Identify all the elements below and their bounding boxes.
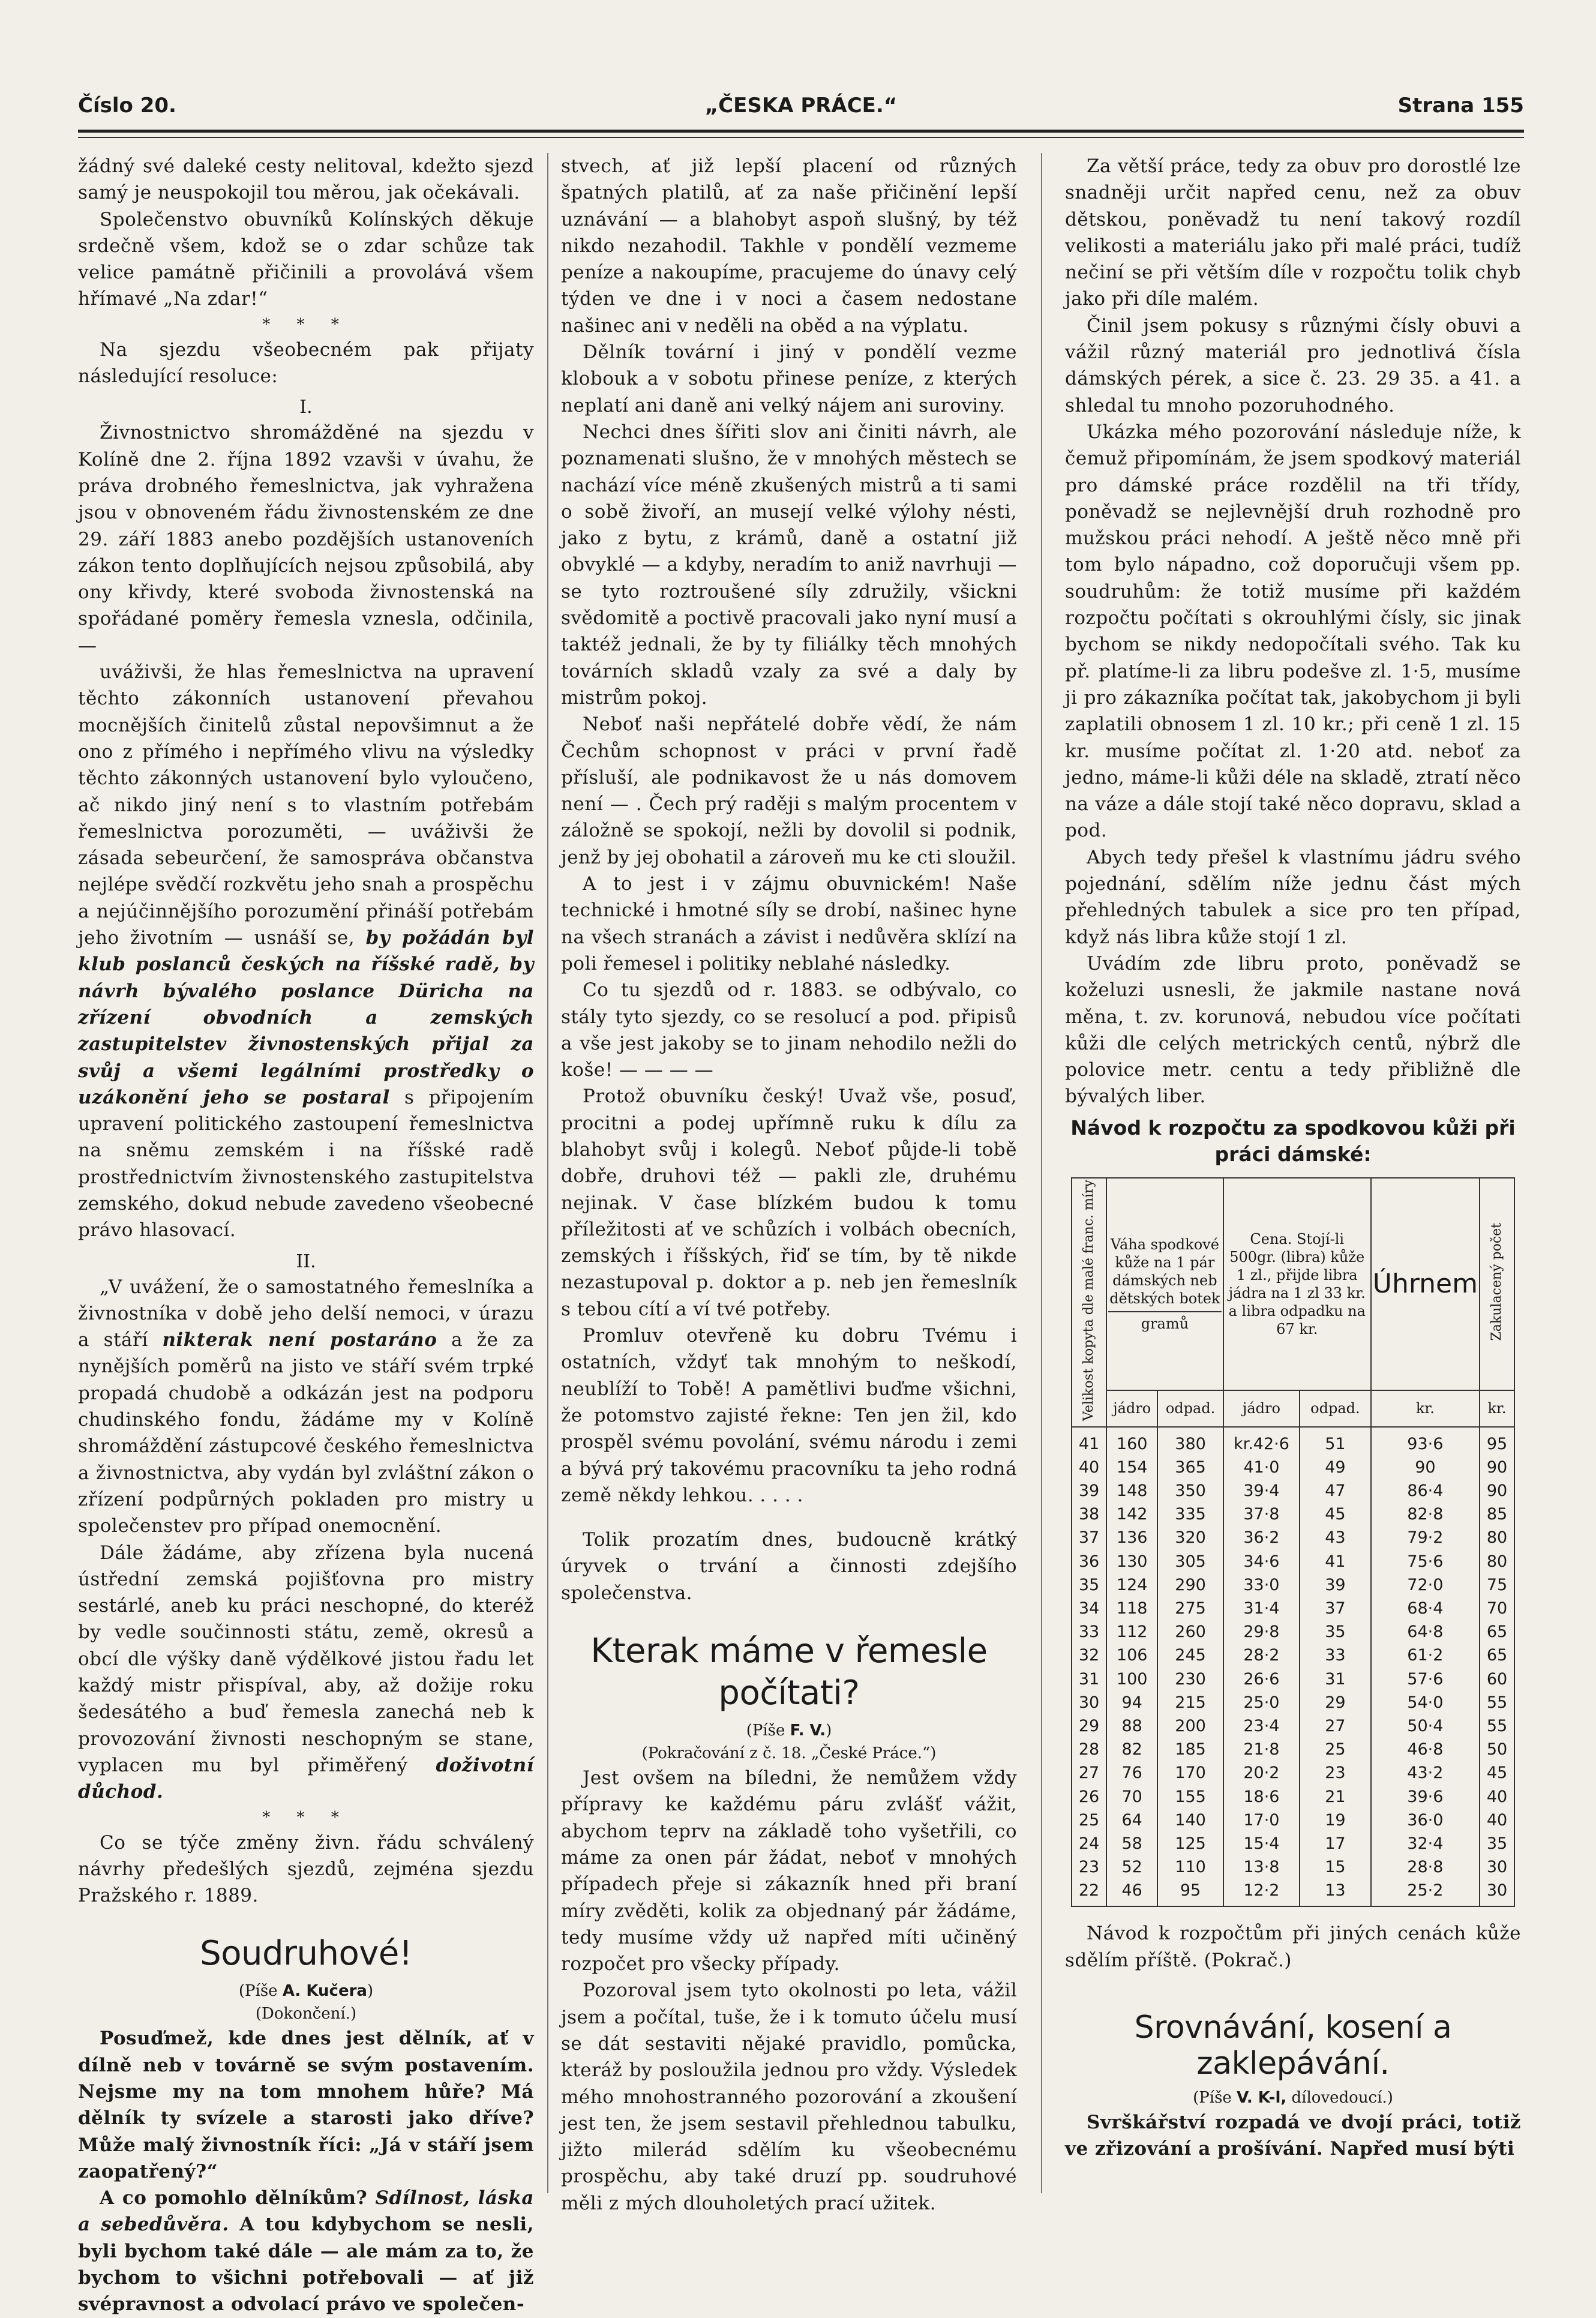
table-cell: 50 — [1480, 1738, 1514, 1761]
table-cell: 60 — [1480, 1668, 1514, 1691]
table-cell: 21 — [1300, 1785, 1371, 1808]
table-cell: 215 — [1157, 1691, 1223, 1714]
emphasis: Sdílnost, láska a sebedůvěra. — [78, 2187, 534, 2236]
table-cell: 45 — [1480, 1761, 1514, 1785]
table-cell: 320 — [1157, 1526, 1223, 1549]
table-cell: 36·0 — [1371, 1809, 1480, 1832]
table-cell: 27 — [1300, 1714, 1371, 1738]
issue-number: Číslo 20. — [78, 94, 176, 118]
table-cell: 22 — [1072, 1879, 1106, 1906]
table-row — [1072, 1691, 1514, 1714]
paragraph: A to jest i v zájmu obuvnickém! Naše technické i hmotné síly se drobí, našinec hyne na všech stranách a závist i nedůvěra sklízí na poli řemesel i politiky neblahé následky. — [561, 873, 1017, 974]
table-cell: 26·6 — [1223, 1668, 1300, 1691]
paragraph: Uvádím zde libru proto, poněvadž se koželuzi usnesli, že jakmile nastane nová měna, t. zv. korunová, nebudou více počítati kůži dle celých metrických centů, nýbrž dle polovice metr. centu a tedy přibližně dle bývalých liber. — [1065, 952, 1521, 1108]
table-cell: 335 — [1157, 1503, 1223, 1526]
table-cell: 245 — [1157, 1644, 1223, 1667]
table-cell: 82·8 — [1371, 1503, 1480, 1526]
table-cell: kr.42·6 — [1223, 1427, 1300, 1456]
rounded-unit-header: kr. — [1480, 1390, 1514, 1427]
table-cell: 29 — [1072, 1714, 1106, 1738]
table-body — [1072, 1427, 1514, 1907]
table-cell: 76 — [1106, 1761, 1157, 1785]
article-title: Kterak máme v řemesle počítati? — [590, 1632, 988, 1713]
core-price-header: jádro — [1223, 1390, 1300, 1427]
paragraph: Jest ovšem na bíledni, že nemůžem vždy přípravy ke každému páru zvlášť vážit, abychom teprv na základě toho vyšetřili, co máme za onen pár žádat, neboť v mnohých případech přeje si zákazník hned při braní míry zvěděti, kolik za objednaný pár žádáme, tedy musíme vždy už napřed míti učiněný rozpočet pro všecky případy. — [561, 1767, 1017, 1975]
table-cell: 40 — [1480, 1785, 1514, 1808]
table-cell: 148 — [1106, 1479, 1157, 1503]
table-cell: 25·0 — [1223, 1691, 1300, 1714]
size-header: Velikost kopyta dle malé franc. míry — [1072, 1178, 1106, 1427]
section-separator: * * * — [262, 315, 350, 334]
table-row — [1072, 1668, 1514, 1691]
table-cell: 37·8 — [1223, 1503, 1300, 1526]
table-cell: 64 — [1106, 1809, 1157, 1832]
table-row — [1072, 1526, 1514, 1549]
table-cell: 155 — [1157, 1785, 1223, 1808]
table-cell: 40 — [1480, 1809, 1514, 1832]
table-cell: 55 — [1480, 1714, 1514, 1738]
total-unit-header: kr. — [1371, 1390, 1480, 1427]
byline: (Píše V. K-l, dílovedoucí.) — [1193, 2088, 1393, 2107]
table-cell: 124 — [1106, 1573, 1157, 1597]
paragraph: Co se týče změny živn. řádu schválený návrhy předešlých sjezdů, zejména sjezdu Pražského r. 1889. — [78, 1831, 534, 1907]
table-cell: 39·4 — [1223, 1479, 1300, 1503]
table-cell: 94 — [1106, 1691, 1157, 1714]
table-cell: 65 — [1480, 1644, 1514, 1667]
table-cell: 31 — [1072, 1668, 1106, 1691]
paragraph: A co pomohlo dělníkům? Sdílnost, láska a sebedůvěra. A tou kdybychom se nesli, byli bychom také dále — ale mám za to, že bychom to všichni potřebovali — ať již svépravnost a odvolací právo ve společen- — [78, 2187, 534, 2316]
paragraph: Co tu sjezdů od r. 1883. se odbývalo, co stály tyto sjezdy, co se resolucí a pod. připisů a vše jest jakoby se to jinam nehodilo nežli do koše! — — — — — [561, 979, 1017, 1081]
paragraph: Dále žádáme, aby zřízena byla nucená ústřední zemská pojišťovna pro mistry sestárlé, aneb ku práci neschopné, do kteréž by vedle součinnosti státu, země, okresů a obcí dle výšky daně výdělkové jistou řadu let každý mistr přispíval, aby, až dožije roku šedesátého a buď řemesla zanechá neb k provozování živnosti neschopným se stane, vyplacen mu byl přiměřený doživotní důchod. — [78, 1542, 534, 1803]
table-row — [1072, 1479, 1514, 1503]
table-row — [1072, 1644, 1514, 1667]
table-row — [1072, 1456, 1514, 1479]
table-cell: 27 — [1072, 1761, 1106, 1785]
table-cell: 13 — [1300, 1879, 1371, 1906]
byline: (Píše A. Kučera) — [238, 1982, 374, 2001]
table-row — [1072, 1738, 1514, 1761]
table-cell: 32·4 — [1371, 1832, 1480, 1855]
table-cell: 46 — [1106, 1879, 1157, 1906]
table-cell: 160 — [1106, 1427, 1157, 1456]
table-cell: 30 — [1072, 1691, 1106, 1714]
table-cell: 49 — [1300, 1456, 1371, 1479]
table-cell: 45 — [1300, 1503, 1371, 1526]
leather-cost-table — [1071, 1177, 1515, 1908]
table-cell: 23 — [1072, 1855, 1106, 1879]
table-cell: 100 — [1106, 1668, 1157, 1691]
table-row — [1072, 1573, 1514, 1597]
table-cell: 112 — [1106, 1620, 1157, 1644]
table-cell: 15 — [1300, 1855, 1371, 1879]
paragraph: žádný své daleké cesty nelitoval, kdežto sjezd samý je neuspokojil tou měrou, jak očekávali. — [78, 155, 534, 204]
table-cell: 19 — [1300, 1809, 1371, 1832]
table-cell: 30 — [1480, 1879, 1514, 1906]
table-cell: 34·6 — [1223, 1550, 1300, 1573]
table-cell: 38 — [1072, 1503, 1106, 1526]
paragraph: Posuďmež, kde dnes jest dělník, ať v dílně neb v továrně se svým postavením. Nejsme my na tom mnohem hůře? Má dělník ty svízele a starosti jako dříve? Může malý živnostník říci: „Já v stáří jsem zaopatřený?“ — [78, 2028, 534, 2182]
table-cell: 41 — [1072, 1427, 1106, 1456]
table-cell: 39 — [1300, 1573, 1371, 1597]
byline: (Píše F. V.) — [746, 1722, 832, 1740]
table-cell: 23 — [1300, 1761, 1371, 1785]
table-cell: 36·2 — [1223, 1526, 1300, 1549]
paragraph: Neboť naši nepřátelé dobře vědí, že nám Čechům schopnost v práci v první řadě přísluší, ale podnikavost že u nás domovem není — . Čech prý raději s malým procentem v záložně se spokojí, nežli by dovolil si podnik, jenž by jej obohatil a zároveň mu ke cti sloužil. — [561, 713, 1017, 868]
table-cell: 200 — [1157, 1714, 1223, 1738]
table-cell: 15·4 — [1223, 1832, 1300, 1855]
table-cell: 39·6 — [1371, 1785, 1480, 1808]
section-separator: * * * — [262, 1808, 350, 1827]
table-cell: 52 — [1106, 1855, 1157, 1879]
table-cell: 34 — [1072, 1597, 1106, 1620]
table-cell: 13·8 — [1223, 1855, 1300, 1879]
table-cell: 18·6 — [1223, 1785, 1300, 1808]
table-cell: 106 — [1106, 1644, 1157, 1667]
paragraph: Společenstvo obuvníků Kolínských děkuje srdečně všem, kdož se o zdar schůze tak velice památně přičinili a provolává všem hřímavé „Na zdar!“ — [78, 208, 534, 310]
table-row — [1072, 1809, 1514, 1832]
table-cell: 28·8 — [1371, 1855, 1480, 1879]
paragraph: uváživši, že hlas řemeslnictva na upravení těchto zákonních ustanovení převahou mocnějších činitelů zůstal nepovšimnut a že ono z přímého i nepřímého vlivu na výsledky těchto zákonných ustanovení bylo vyloučeno, ač nikdo jiný není s to vlastním potřebám řemeslnictva porozuměti, — uváživši že zásada sebeurčení, že samospráva občanstva nejlépe svědčí rozkvětu jeho snah a prospěchu a nejúčinnějšího porozumění přináší potřebám jeho životním — usnáší se, by požádán byl klub poslanců českých na říšské radě, by návrh bývalého poslance Düricha na zřízení obvodních a zemských zastupitelstev živnostenských přijal za svůj a všemi legálními prostředky o uzákonění jeho se postaral s připojením upravení politického zastoupení řemeslnictva na sněmu zemském i na říšské radě prostřednictvím živnostenského zastupitelstva zemského, dokud nebude zavedeno všeobecné právo hlasovací. — [78, 661, 534, 1242]
table-cell: 28·2 — [1223, 1644, 1300, 1667]
table-title: Návod k rozpočtu za spodkovou kůži při práci dámské: — [1070, 1115, 1516, 1166]
table-cell: 82 — [1106, 1738, 1157, 1761]
table-cell: 33·0 — [1223, 1573, 1300, 1597]
table-cell: 85 — [1480, 1503, 1514, 1526]
table-cell: 50·4 — [1371, 1714, 1480, 1738]
waste-price-header: odpad. — [1300, 1390, 1371, 1427]
table-cell: 54·0 — [1371, 1691, 1480, 1714]
column-divider — [547, 153, 548, 2193]
table-cell: 41 — [1300, 1550, 1371, 1573]
table-cell: 154 — [1106, 1456, 1157, 1479]
total-header: Úhrnem — [1371, 1178, 1480, 1390]
paragraph: „V uvážení, že o samostatného řemeslníka a živnostníka v době jeho delší nemoci, v úrazu a stáří nikterak není postaráno a že za nynějších poměrů na jisto ve stáří svém trpké propadá chudobě a odkázán jest na podporu chudinského fondu, žádáme my v Kolíně shromáždění zástupcové českého řemeslnictva a živnostnictva, aby vydán byl zvláštní zákon o zřízení podpůrných pokladen pro mistry u společenstev pro případ onemocnění. — [78, 1276, 534, 1537]
table-cell: 65 — [1480, 1620, 1514, 1644]
table-cell: 136 — [1106, 1526, 1157, 1549]
table-cell: 41·0 — [1223, 1456, 1300, 1479]
paragraph: Dělník tovární i jiný v pondělí vezme klobouk a v sobotu přinese peníze, z kterých neplatí ani daně ani velký nájem ani suroviny. — [561, 341, 1017, 416]
table-row — [1072, 1761, 1514, 1785]
table-cell: 86·4 — [1371, 1479, 1480, 1503]
table-cell: 142 — [1106, 1503, 1157, 1526]
table-cell: 20·2 — [1223, 1761, 1300, 1785]
table-cell: 35 — [1072, 1573, 1106, 1597]
table-cell: 90 — [1480, 1456, 1514, 1479]
table-cell: 24 — [1072, 1832, 1106, 1855]
paragraph: Pozoroval jsem tyto okolnosti po leta, vážil jsem a počítal, tuše, že i k tomuto účelu musí se dát sestaviti nějaké pravidlo, pomůcka, kteráž by posloužila jednou pro vždy. Výsledek mého mnohostranného pozorování a zkoušení jest ten, že jsem sestavil přehlednou tabulku, jižto milerád sdělím ku všeobecnému prospěchu, aby také druzí pp. soudruhové měli z mých dlouholetých prací užitek. — [561, 1980, 1017, 2214]
table-cell: 90 — [1371, 1456, 1480, 1479]
table-cell: 29 — [1300, 1691, 1371, 1714]
column-1 — [78, 153, 534, 2316]
table-cell: 36 — [1072, 1550, 1106, 1573]
paragraph: Promluv otevřeně ku dobru Tvému i ostatních, vždyť tak mnohým to neškodí, neublíží to Tobě! A pamětlivi buďme všichni, že potomstvo zajisté řekne: Ten jen žil, kdo prospěl svému povolání, svému národu i zemi a bývá prý takovému pracovníku ta jeho rodná země někdy lehkou. . . . . — [561, 1325, 1017, 1506]
page-number: Strana 155 — [1397, 94, 1524, 118]
table-cell: 31 — [1300, 1668, 1371, 1691]
paragraph: Svrškářství rozpadá ve dvojí práci, totiž ve zřizování a prošívání. Napřed musí býti — [1065, 2111, 1521, 2160]
table-cell: 30 — [1480, 1855, 1514, 1879]
table-row — [1072, 1427, 1514, 1456]
table-row — [1072, 1785, 1514, 1808]
table-cell: 35 — [1300, 1620, 1371, 1644]
paragraph: stvech, ať již lepší placení od různých špatných platilů, ať za naše přičinění lepší uznávání — a blahobyt aspoň slušný, by též nikdo nezahodil. Takhle v pondělí vezmeme peníze a nakoupíme, pracujeme do únavy celý týden ve dne i v noci a časem nedostane našinec ani v neděli na oběd a na výplatu. — [561, 155, 1017, 337]
table-cell: 305 — [1157, 1550, 1223, 1573]
table-cell: 68·4 — [1371, 1597, 1480, 1620]
table-row — [1072, 1620, 1514, 1644]
table-cell: 95 — [1480, 1427, 1514, 1456]
table-cell: 40 — [1072, 1456, 1106, 1479]
table-row — [1072, 1503, 1514, 1526]
table-cell: 12·2 — [1223, 1879, 1300, 1906]
weight-header: Váha spodkové kůže na 1 pár dámských neb dětských botek gramů — [1106, 1178, 1223, 1390]
table-cell: 79·2 — [1371, 1526, 1480, 1549]
table-cell: 31·4 — [1223, 1597, 1300, 1620]
table-cell: 70 — [1106, 1785, 1157, 1808]
table-cell: 37 — [1300, 1597, 1371, 1620]
paragraph: Ukázka mého pozorování následuje níže, k čemuž připomínám, že jsem spodkový materiál pro dámské práce rozdělil na tři třídy, poněvadž se nejlevnější druh rozhodně pro mužskou práci nehodí. A ještě něco mně při tom bylo nápadno, což doporučuji všem pp. soudruhům: že totiž musíme při každém rozpočtu počítati s okrouhlými čísly, sic jinak bychom se nikdy nedopočítali svého. Tak ku př. platíme-li za libru podešve zl. 1·5, musíme ji pro zákazníka počítat tak, jakobychom ji byli zaplatili obnosem 1 zl. 10 kr.; při ceně 1 zl. 15 kr. musíme počítat zl. 1·20 atd. neboť za jedno, máme-li kůži déle na skladě, ztratí něco na váze a dále stojí také něco dopravu, sklad a pod. — [1065, 421, 1521, 842]
table-cell: 39 — [1072, 1479, 1106, 1503]
table-cell: 32 — [1072, 1644, 1106, 1667]
table-cell: 90 — [1480, 1479, 1514, 1503]
table-row — [1072, 1832, 1514, 1855]
page-header — [78, 84, 1524, 132]
table-cell: 43·2 — [1371, 1761, 1480, 1785]
column-2 — [561, 153, 1017, 2214]
table-cell: 185 — [1157, 1738, 1223, 1761]
table-cell: 55 — [1480, 1691, 1514, 1714]
continuation-note: (Pokračování z č. 18. „České Práce.“) — [641, 1744, 937, 1763]
table-cell: 21·8 — [1223, 1738, 1300, 1761]
table-cell: 33 — [1300, 1644, 1371, 1667]
table-cell: 25·2 — [1371, 1879, 1480, 1906]
table-cell: 80 — [1480, 1550, 1514, 1573]
table-cell: 64·8 — [1371, 1620, 1480, 1644]
table-cell: 28 — [1072, 1738, 1106, 1761]
resolution-number: I. — [299, 397, 313, 418]
table-row — [1072, 1550, 1514, 1573]
table-cell: 88 — [1106, 1714, 1157, 1738]
paragraph: Na sjezdu všeobecném pak přijaty následující resoluce: — [78, 338, 534, 388]
table-cell: 23·4 — [1223, 1714, 1300, 1738]
emphasis: doživotní důchod. — [78, 1754, 534, 1803]
table-cell: 93·6 — [1371, 1427, 1480, 1456]
table-cell: 61·2 — [1371, 1644, 1480, 1667]
table-cell: 290 — [1157, 1573, 1223, 1597]
rounded-header: Zakulacený počet — [1480, 1178, 1514, 1390]
table-cell: 46·8 — [1371, 1738, 1480, 1761]
paragraph: Činil jsem pokusy s různými čísly obuvi a vážil různý materiál pro jednotlivá čísla dámských pérek, a sice č. 23. 29 35. a 41. a shledal tu mnoho pozoruhodného. — [1065, 314, 1521, 416]
table-cell: 118 — [1106, 1597, 1157, 1620]
table-cell: 29·8 — [1223, 1620, 1300, 1644]
table-cell: 170 — [1157, 1761, 1223, 1785]
core-weight-header: jádro — [1106, 1390, 1157, 1427]
table-cell: 47 — [1300, 1479, 1371, 1503]
table-cell: 37 — [1072, 1526, 1106, 1549]
paragraph: Živnostnictvo shromážděné na sjezdu v Kolíně dne 2. října 1892 vzavši v úvahu, že práva drobného řemeslnictva, jak vyhražena jsou v obnoveném řádu živnostenském ze dne 29. září 1883 anebo pozdějších ustanoveních zákon tento doplňujících nejsou způsobilá, aby ony křivdy, které svoboda živnostenská na spořádané poměry řemesla vznesla, odčinila, — — [78, 422, 534, 656]
table-row — [1072, 1855, 1514, 1879]
table-cell: 230 — [1157, 1668, 1223, 1691]
table-cell: 130 — [1106, 1550, 1157, 1573]
table-row — [1072, 1597, 1514, 1620]
table-cell: 17 — [1300, 1832, 1371, 1855]
table-cell: 80 — [1480, 1526, 1514, 1549]
table-cell: 72·0 — [1371, 1573, 1480, 1597]
emphasis: nikterak není postaráno — [162, 1329, 437, 1351]
table-cell: 17·0 — [1223, 1809, 1300, 1832]
table-cell: 110 — [1157, 1855, 1223, 1879]
emphasis: by požádán byl klub poslanců českých na říšské radě, by návrh bývalého poslance Düricha na zřízení obvodních a zemských zastupitelstev živnostenských přijal za svůj a všemi legálními prostředky o uzákonění jeho se postaral — [78, 927, 534, 1108]
paragraph: Protož obuvníku český! Uvaž vše, posuď, procitni a podej upřímně ruku k dílu za blahobyt svůj i kolegů. Neboť půjde-li tobě dobře, druhovi též — pakli zle, druhému nejinak. V čase blízkém budou k tomu příležitosti ať ve schůzích i volbách obecních, zemských i říšských, řiď se tím, by tě nikde nezastupoval p. doktor a p. neb jen řemeslník s tebou cítí a ví tvé potřeby. — [561, 1085, 1017, 1320]
table-cell: 95 — [1157, 1879, 1223, 1906]
paragraph: Za větší práce, tedy za obuv pro dorostlé lze snadněji určit napřed cenu, než za obuv dětskou, poněvadž tu není takový rozdíl velikosti a materiálu jako při malé práci, tudíž nečiní se při větším díle v rozpočtu tolik chyb jako při díle malém. — [1065, 155, 1521, 310]
table-cell: 140 — [1157, 1809, 1223, 1832]
table-cell: 33 — [1072, 1620, 1106, 1644]
table-cell: 25 — [1072, 1809, 1106, 1832]
paragraph: Návod k rozpočtům při jiných cenách kůže sdělím příště. (Pokrač.) — [1065, 1923, 1521, 1971]
table-cell: 75·6 — [1371, 1550, 1480, 1573]
paragraph: Tolik prozatím dnes, budoucně krátký úryvek o trvání a činnosti zdejšího společenstva. — [561, 1529, 1017, 1604]
table-cell: 75 — [1480, 1573, 1514, 1597]
table-cell: 350 — [1157, 1479, 1223, 1503]
table-row — [1072, 1879, 1514, 1906]
article-title: Srovnávání, kosení a zaklepávání. — [1134, 2009, 1452, 2082]
waste-weight-header: odpad. — [1157, 1390, 1223, 1427]
header-rule — [78, 130, 1524, 133]
table-cell: 275 — [1157, 1597, 1223, 1620]
article-title: Soudruhové! — [200, 1934, 412, 1974]
continuation-note: (Dokončení.) — [255, 2005, 357, 2023]
table-cell: 57·6 — [1371, 1668, 1480, 1691]
table-row — [1072, 1714, 1514, 1738]
table-cell: 125 — [1157, 1832, 1223, 1855]
spacer — [561, 1509, 1017, 1527]
paragraph: Nechci dnes šířiti slov ani činiti návrh, ale poznamenati slušno, že v mnohých městech se nachází více méně zkušených mistrů a ti sami o sobě živoří, an musejí velké výlohy nésti, jako z bytu, z krámů, daně a ostatní již obvyklé — a kdyby, neradím to aniž navrhuji — se tyto roztroušené síly združily, všickni svědomitě a poctivě pracovali jako nyní musí a taktéž jednali, že by ty filiálky těch mnohých továrních skladů vzaly za své a daly by mistrům pokoj. — [561, 421, 1017, 709]
table-cell: 43 — [1300, 1526, 1371, 1549]
resolution-number: II. — [296, 1251, 316, 1272]
column-divider — [1041, 153, 1042, 2193]
table-cell: 58 — [1106, 1832, 1157, 1855]
paragraph: Abych tedy přešel k vlastnímu jádru svého pojednání, sdělím níže jednu část mých přehledných tabulek a sice pro ten případ, když nás libra kůže stojí 1 zl. — [1065, 846, 1521, 948]
table-cell: 380 — [1157, 1427, 1223, 1456]
publication-title: „ČESKA PRÁCE.“ — [704, 94, 898, 118]
table-cell: 365 — [1157, 1456, 1223, 1479]
table-cell: 35 — [1480, 1832, 1514, 1855]
price-header: Cena. Stojí-li 500gr. (libra) kůže 1 zl., přijde libra jádra na 1 zl 33 kr. a libra odpadku na 67 kr. — [1223, 1178, 1371, 1390]
header-rule-thin — [78, 137, 1524, 138]
column-3 — [1065, 153, 1521, 2205]
table-cell: 70 — [1480, 1597, 1514, 1620]
table-cell: 260 — [1157, 1620, 1223, 1644]
table-cell: 51 — [1300, 1427, 1371, 1456]
table-cell: 25 — [1300, 1738, 1371, 1761]
table-cell: 26 — [1072, 1785, 1106, 1808]
